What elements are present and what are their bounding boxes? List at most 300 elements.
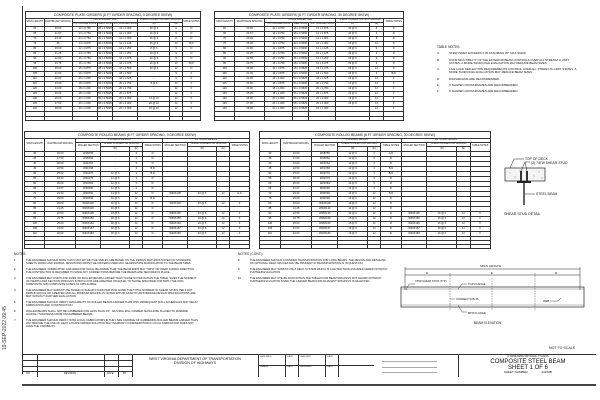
table-cell: 14 @ 6	[101, 191, 130, 196]
table-cell: 20 x 1.000	[265, 97, 292, 102]
table-cell: W33X130	[76, 206, 101, 211]
table-cell: 6	[369, 27, 384, 32]
table-cell: 12	[217, 226, 230, 231]
table-cell: D	[143, 151, 163, 156]
table-cell: B,D	[182, 62, 200, 67]
col-d: (D)	[138, 23, 170, 27]
note-9: 9. THE ENGINEER MAY SUBSTITUTE A DECK SYSTEM WHICH IS LIGHTER THAN ASSUMED HEREIN WITHOUT FURTHER EVALUATION.	[238, 268, 388, 274]
table-cell: 16 @ 6	[188, 216, 217, 221]
table-cell: 60	[215, 27, 235, 32]
table-cell: 120	[215, 87, 235, 92]
sheet-number: 332008I	[541, 369, 553, 374]
table-cell: 12	[457, 226, 470, 231]
table-cell: 18.33	[45, 176, 76, 181]
table-cell: W40X183	[76, 231, 101, 236]
table-cell: 27.00	[235, 102, 265, 107]
table-cell: W33X130	[312, 206, 338, 211]
table-cell: 3	[130, 156, 143, 161]
table-cell: 36 x 0.5000	[293, 27, 308, 31]
col-diaphragm-spacing: DIAPHRAGM SPACING	[44, 19, 72, 27]
col-group-shear: SHEAR CONNECTOR SPACING	[338, 143, 381, 147]
table-cell: 15.00	[280, 151, 312, 156]
col-e: (E)	[170, 23, 182, 27]
top-flange-label: TOP FLANGE	[468, 282, 486, 286]
table-cell: 100	[25, 221, 45, 226]
table-cell: W36X135	[401, 211, 427, 216]
table-cell: 85	[215, 52, 235, 57]
table-cell: 16 x 1.250	[309, 57, 336, 62]
table-cell: 21.67	[44, 32, 72, 37]
col-diaphragm-spacing: DIAPHRAGM SPACING	[280, 139, 312, 152]
table-cell	[292, 116, 308, 120]
table-cell: 105	[26, 72, 45, 77]
table-cell: 20.00	[280, 201, 312, 206]
table-cell: 20 x 1.000	[72, 97, 97, 102]
col-span-length: SPAN LENGTH	[215, 19, 235, 27]
table-cell	[312, 244, 338, 248]
col-table-notes: TABLE NOTES	[182, 19, 200, 27]
table-cell	[188, 244, 217, 248]
table-cell: D	[384, 27, 404, 32]
table-cell: 12	[367, 226, 380, 231]
bottom-border	[22, 384, 596, 386]
col-group-standard: STANDARD DESIGN	[76, 139, 163, 143]
table-cell: 36 @ 6	[336, 62, 369, 67]
table-cell: 14 x 0.750	[72, 52, 97, 57]
table-cell: F	[230, 231, 250, 236]
table-cell: D	[381, 181, 401, 186]
table-cell: D	[143, 231, 163, 236]
table-cell: 44 x 0.5000	[293, 47, 308, 51]
table-cell: 12	[170, 67, 182, 72]
table-cell: 21.00	[45, 226, 76, 231]
table-cell: W36X135	[76, 211, 101, 216]
table-title: COMPOSITE PLATE GIRDERS (8 FT GIRDER SPACING, 0 DEGREE SKEW)	[26, 12, 201, 19]
table-cell: W36X150	[76, 216, 101, 221]
table-cell: F	[384, 87, 404, 92]
table-cell: 56 x 0.5625	[98, 92, 112, 96]
table-cell: 50 x 0.5625	[293, 77, 308, 81]
col-e: (E)	[130, 147, 143, 151]
table-cell: 21.25	[45, 206, 76, 211]
rolled-beam-table-0-skew	[24, 131, 250, 249]
table-cell: 80	[260, 201, 281, 206]
table-cell: 8	[170, 37, 182, 42]
table-cell: 16 @ 6	[188, 226, 217, 231]
table-cell: 14 @ 6	[338, 191, 368, 196]
table-cell: 20 x 1.875	[113, 92, 138, 97]
table-cell	[457, 244, 470, 248]
table-cell: 12 @ 6	[338, 156, 368, 161]
table-cell: 16 @ 6	[336, 97, 369, 102]
table-cell: D	[182, 47, 200, 52]
table-cell	[235, 116, 265, 120]
table-cell: 18 x 0.875	[72, 82, 97, 87]
table-cell: 80	[215, 47, 235, 52]
general-notes-cont	[238, 253, 388, 286]
agency-line-1: WEST VIRGINIA DEPARTMENT OF TRANSPORTATION	[149, 357, 241, 361]
table-cell: 12 @ 6	[338, 171, 368, 176]
table-cell: 36 @ 6	[336, 47, 369, 52]
table-cell: 9	[369, 72, 384, 77]
table-cell: 26.00	[44, 97, 72, 102]
table-cell: 40 @ 6	[336, 27, 369, 32]
table-cell: 23.33	[280, 191, 312, 196]
table-cell: 85	[26, 52, 45, 57]
table-cell: 40 x 0.5000	[98, 37, 112, 41]
rev-no-header: NO.	[26, 372, 31, 375]
reviewed-date-label: DATE	[327, 366, 333, 368]
table-cell: 36 @ 6	[336, 72, 369, 77]
table-cell: D	[143, 221, 163, 226]
table-title: COMPOSITE PLATE GIRDERS (8 FT GIRDER SPACING, 30 DEGREE SKEW)	[215, 12, 404, 19]
table-cell: 105	[260, 226, 281, 231]
table-cell: 16 @ 6	[336, 77, 369, 82]
table-cell: 12 x 0.750	[72, 27, 97, 32]
beam-elevation-drawing-icon	[400, 266, 590, 328]
table-cell: 95	[25, 216, 45, 221]
table-cell: 14 x 0.750	[265, 37, 292, 42]
table-cell: 14 x 0.750	[72, 32, 97, 37]
table-cell: 16 @ 6	[138, 42, 170, 47]
table-cell: 14 @ 6	[338, 176, 368, 181]
col-table-notes: TABLE NOTES	[230, 143, 250, 151]
table-cell: 60	[25, 181, 45, 186]
col-group-optional: OPTIONAL DESIGN	[401, 139, 490, 143]
title-block	[22, 354, 596, 376]
table-cell: 16 x 0.750	[72, 62, 97, 67]
table-cell: 12 x 1.000	[113, 27, 138, 32]
table-cell: 9	[170, 77, 182, 82]
table-cell: B,D	[182, 42, 200, 47]
span-length-label: SPAN LENGTH	[480, 264, 501, 268]
table-cell: 12	[130, 196, 143, 201]
table-cell: 14 x 0.750	[72, 37, 97, 42]
table-cell: 16 x 0.875	[72, 72, 97, 77]
table-cell: D	[381, 156, 401, 161]
table-cell: 60 x 0.5625	[293, 107, 308, 111]
table-cell: 85	[260, 206, 281, 211]
table-note-f: F. K SHAPED CROSSFRAMES ARE RECOMMENDED.	[437, 89, 519, 94]
note-10: 10. THE ENGINEER MAY UTILIZE DATA WITHIN THE TABLES FOR BEAM SPACINGS NOT SHOWN WITHOUT FURTHER EVALUATION GIVEN THE LARGER BEAM FOR ADJACENT SPACINGS IS SELECTED.	[238, 277, 382, 283]
table-cell: 12	[367, 221, 380, 226]
table-cell: W18X60	[76, 156, 101, 161]
table-cell: 25.00	[45, 171, 76, 176]
table-cell: 12	[367, 206, 380, 211]
table-cell: 8 @ 6	[138, 82, 170, 87]
note-4: 4. THE ENGINEER MAY SUBSTITUTE THREE (3) SHEAR STUDS PER ROW GIVEN THE TOTAL NUMBER OF SHEAR STUDS PER FOOT REMAIN EQUAL OR GREATER AND ALL MINIMUM SPACING IS NOTED WITHIN AASHTO LRFD BRIDGE DESIGN SPECIFICATIONS ARE MET WITHOUT FURTHER EVALUATION.	[14, 289, 196, 298]
table-cell: 18 @ 6	[101, 221, 130, 226]
table-cell: 85	[25, 206, 45, 211]
table-cell: 125	[215, 92, 235, 97]
beam-elevation	[400, 266, 590, 328]
table-cell: D	[143, 226, 163, 231]
table-cell: 12	[170, 102, 182, 107]
sheet-title-block	[460, 355, 596, 374]
table-cell: 12	[367, 231, 380, 236]
table-cell: W18X55	[312, 151, 338, 156]
table-cell: 20.00	[280, 161, 312, 166]
table-cell: 12 @ 6	[338, 161, 368, 166]
table-cell: 45	[260, 166, 281, 171]
table-cell	[470, 244, 491, 248]
table-cell: 60 x 0.5625	[98, 107, 112, 111]
table-cell: 12	[217, 216, 230, 221]
table-cell: 12	[130, 231, 143, 236]
table-cell: 12	[367, 216, 380, 221]
revision-header: REVISION	[64, 372, 76, 375]
table-cell: 12	[170, 82, 182, 87]
table-cell: D	[143, 201, 163, 206]
table-cell: 12	[217, 221, 230, 226]
table-cell: 16 @ 6	[101, 196, 130, 201]
shear-stud-label: (2) 7/8"Ø SHEAR STUD	[531, 160, 568, 165]
table-cell: 17.50	[280, 156, 312, 161]
plate-girder-table-30-skew	[214, 11, 404, 121]
table-cell: 18 x 1.500	[113, 72, 138, 77]
table-cell: -	[336, 107, 369, 112]
col-top-flange: TOP FLANGE PLATE	[73, 22, 97, 26]
table-cell: W40X149	[163, 221, 188, 226]
table-cell: 56 x 0.5625	[293, 97, 308, 101]
table-cell: 25.00	[235, 92, 265, 97]
plot-stamp: 19-SEP-2022 09:45	[2, 306, 8, 350]
table-cell: 90	[25, 211, 45, 216]
table-cell: 38 x 0.5000	[293, 32, 308, 36]
table-cell	[427, 244, 457, 248]
table-cell: 16 @ 10	[138, 97, 170, 102]
table-cell: 36 @ 6	[336, 57, 369, 62]
drawn-date-label: DATE	[287, 366, 293, 368]
table-cell: F	[182, 72, 200, 77]
col-e: (E)	[457, 147, 470, 151]
table-cell: 30	[25, 151, 45, 156]
table-cell: W40X183	[312, 231, 338, 236]
table-cell: 8	[369, 37, 384, 42]
table-cell: 14 @ 6	[338, 181, 368, 186]
rev-date-header: DATE	[107, 372, 114, 375]
table-cell: 16 x 1.000	[309, 42, 336, 47]
col-rolled-section: ROLLED SECTION	[163, 143, 188, 151]
table-cell: D	[384, 47, 404, 52]
table-cell	[72, 116, 97, 120]
table-cell: 18 x 1.000	[72, 87, 97, 92]
table-cell: 3	[130, 186, 143, 191]
table-cell: 14 x 1.250	[113, 52, 138, 57]
col-bot-flange: BOT FLANGE PLATE	[113, 22, 137, 26]
table-cell: 25.00	[280, 221, 312, 226]
table-cell: 16 x 1.375	[113, 57, 138, 62]
rolled-beam-table-30-skew	[259, 131, 491, 249]
table-cell	[113, 116, 138, 120]
table-cell: F	[182, 77, 200, 82]
table-cell: F	[384, 102, 404, 107]
table-cell: 12	[130, 191, 143, 196]
table-cell: 3	[367, 176, 380, 181]
table-cell: 36 @ 6	[336, 67, 369, 72]
table-cell: D	[384, 67, 404, 72]
table-cell: 16 @ 6	[101, 201, 130, 206]
table-cell: 12	[457, 231, 470, 236]
table-cell: 20 x 2.000	[309, 102, 336, 107]
table-cell: 65	[26, 32, 45, 37]
table-cell: W24X84	[312, 181, 338, 186]
table-cell: W24X76	[312, 171, 338, 176]
table-cell: 40	[25, 161, 45, 166]
table-cell	[45, 244, 76, 248]
table-cell: 54 x 0.5625	[293, 87, 308, 91]
table-cell: 12	[170, 97, 182, 102]
table-cell: 130	[215, 97, 235, 102]
table-cell: 16 x 0.875	[265, 72, 292, 77]
table-cell	[170, 116, 182, 120]
table-cell: 36 x 0.5000	[98, 27, 112, 31]
stud-label: 7/8"Ø SHEAR STUD (TYP)	[415, 280, 447, 283]
table-cell: 54 x 0.5000	[98, 82, 112, 86]
table-cell: B,D	[143, 166, 163, 171]
table-cell: 23.75	[44, 62, 72, 67]
table-cell: D	[143, 191, 163, 196]
table-cell: 12	[130, 221, 143, 226]
table-cell: 100	[260, 221, 281, 226]
table-cell: 10 @ 6	[138, 67, 170, 72]
table-cell: 12	[170, 107, 182, 112]
table-cell: E,F	[230, 191, 250, 196]
table-cell: 12 x 0.750	[265, 27, 292, 32]
table-cell: 21.00	[235, 72, 265, 77]
table-cell: 100	[26, 67, 45, 72]
table-cell: 12	[457, 211, 470, 216]
table-cell: B,D	[143, 171, 163, 176]
table-cell: W30X108	[163, 191, 188, 196]
col-span-length: SPAN LENGTH	[25, 139, 45, 152]
table-cell: D	[182, 32, 200, 37]
table-cell: 12 @ 6	[101, 171, 130, 176]
checked-label: CHECKED	[300, 356, 311, 358]
table-cell: 23.33	[44, 37, 72, 42]
table-cell: 95	[26, 62, 45, 67]
table-cell: 14 @ 6	[338, 186, 368, 191]
table-note-d: D. DIAPHRAGMS ARE RECOMMENDED.	[437, 76, 500, 81]
table-cell: 30	[260, 151, 281, 156]
table-cell: 25	[44, 42, 72, 47]
table-cell: 23.75	[235, 62, 265, 67]
table-cell: 16 x 0.750	[72, 57, 97, 62]
table-cell: 9	[369, 62, 384, 67]
table-cell: 18 x 1.000	[265, 92, 292, 97]
table-cell	[76, 244, 101, 248]
table-cell: 20 x 1.000	[265, 102, 292, 107]
table-cell: 20 x 2.000	[113, 97, 138, 102]
table-cell: 20 x 1.000	[265, 107, 292, 112]
table-cell: 3	[130, 181, 143, 186]
table-cell: 25.00	[235, 42, 265, 47]
table-cell: 6	[170, 32, 182, 37]
table-cell: 14 x 1.125	[113, 42, 138, 47]
table-cell: -	[101, 156, 130, 161]
dim-d-left: D	[426, 271, 429, 275]
table-cell: 16 x 1.000	[265, 77, 292, 82]
table-cell: 135	[26, 102, 45, 107]
table-cell: D	[182, 52, 200, 57]
table-cell	[230, 244, 250, 248]
table-cell: -	[138, 87, 170, 92]
table-cell: 56 x 0.5625	[293, 92, 308, 96]
table-cell: W24X76	[76, 176, 101, 181]
table-cell: 20 x 1.750	[113, 82, 138, 87]
table-cell: 16 x 1.125	[309, 52, 336, 57]
col-table-notes: TABLE NOTES	[384, 19, 404, 27]
table-cell: 16 @ 6	[188, 191, 217, 196]
table-cell: F	[230, 211, 250, 216]
table-cell: 18 x 0.875	[265, 82, 292, 87]
table-cell: 23.75	[45, 216, 76, 221]
dim-d-right: D	[555, 271, 558, 275]
table-cell: 16 @ 6	[138, 32, 170, 37]
table-cell: 16 x 1.500	[113, 67, 138, 72]
table-cell: 15.00	[45, 151, 76, 156]
table-cell: 22.50	[45, 211, 76, 216]
table-cell: 75	[260, 196, 281, 201]
table-cell: 50	[260, 171, 281, 176]
col-group-standard: STANDARD DESIGN	[312, 139, 401, 143]
table-cell: 65	[260, 186, 281, 191]
table-cell: W30X90	[76, 186, 101, 191]
table-cell: 35	[25, 156, 45, 161]
table-cell	[163, 244, 188, 248]
table-cell: 21.25	[235, 52, 265, 57]
table-cell: D	[182, 37, 200, 42]
table-cell: 20 x 1.750	[309, 82, 336, 87]
table-cell: 58 x 0.5625	[98, 102, 112, 106]
col-d: (D)	[336, 23, 369, 27]
table-cell: 14 x 0.750	[265, 52, 292, 57]
table-cell: 50 x 0.5000	[293, 72, 308, 76]
table-cell: 20.00	[44, 27, 72, 32]
table-cell: 16 @ 6	[427, 221, 457, 226]
table-cell: 12 x 0.875	[309, 27, 336, 32]
table-cell: 75	[26, 42, 45, 47]
table-cell: 16 x 1.375	[113, 62, 138, 67]
table-cell: 9	[369, 47, 384, 52]
table-cell: 8 @ 6	[138, 47, 170, 52]
col-table-notes: TABLE NOTES	[381, 143, 401, 151]
table-cell: 16 @ 6	[338, 221, 368, 226]
table-cell: 9	[369, 52, 384, 57]
table-cell: 55	[260, 176, 281, 181]
table-cell: 16 @ 6	[338, 216, 368, 221]
table-cell: 20 x 1.875	[309, 92, 336, 97]
table-cell: D	[182, 57, 200, 62]
table-cell: D	[143, 211, 163, 216]
table-cell	[367, 244, 380, 248]
table-cell: -	[101, 151, 130, 156]
table-cell: F	[182, 92, 200, 97]
table-cell: 16 @ 6	[336, 82, 369, 87]
table-cell: 12	[369, 77, 384, 82]
table-cell	[280, 244, 312, 248]
table-cell: 18.33	[280, 176, 312, 181]
col-e: (E)	[367, 147, 380, 151]
col-web-plate: WEB PLATE	[293, 22, 308, 26]
table-cell: 90	[215, 57, 235, 62]
note-3: 3. THE ENGINEER MAY USE PLATE SIZES OR ROLLED BEAMS LARGER THAN THOSE NOTED WITHIN THE TABLE. SIZES THE MOMENT OF INERTIA AND SECTION MODULUS IN BOTH AXIS ARE GREATER OR EQUAL TO THOSE SPECIFIED FOR BOTH THE NON-COMPOSITE AND COMPOSITE CASES AS APPLICABLE.	[14, 277, 197, 286]
table-cell: 25.00	[280, 171, 312, 176]
col-diaphragm-spacing: DIAPHRAGM SPACING	[45, 139, 76, 152]
sheet-number-row	[460, 371, 596, 374]
series-label: STANDARD BRIDGE PLANS	[507, 354, 549, 358]
table-cell: 6	[170, 27, 182, 32]
